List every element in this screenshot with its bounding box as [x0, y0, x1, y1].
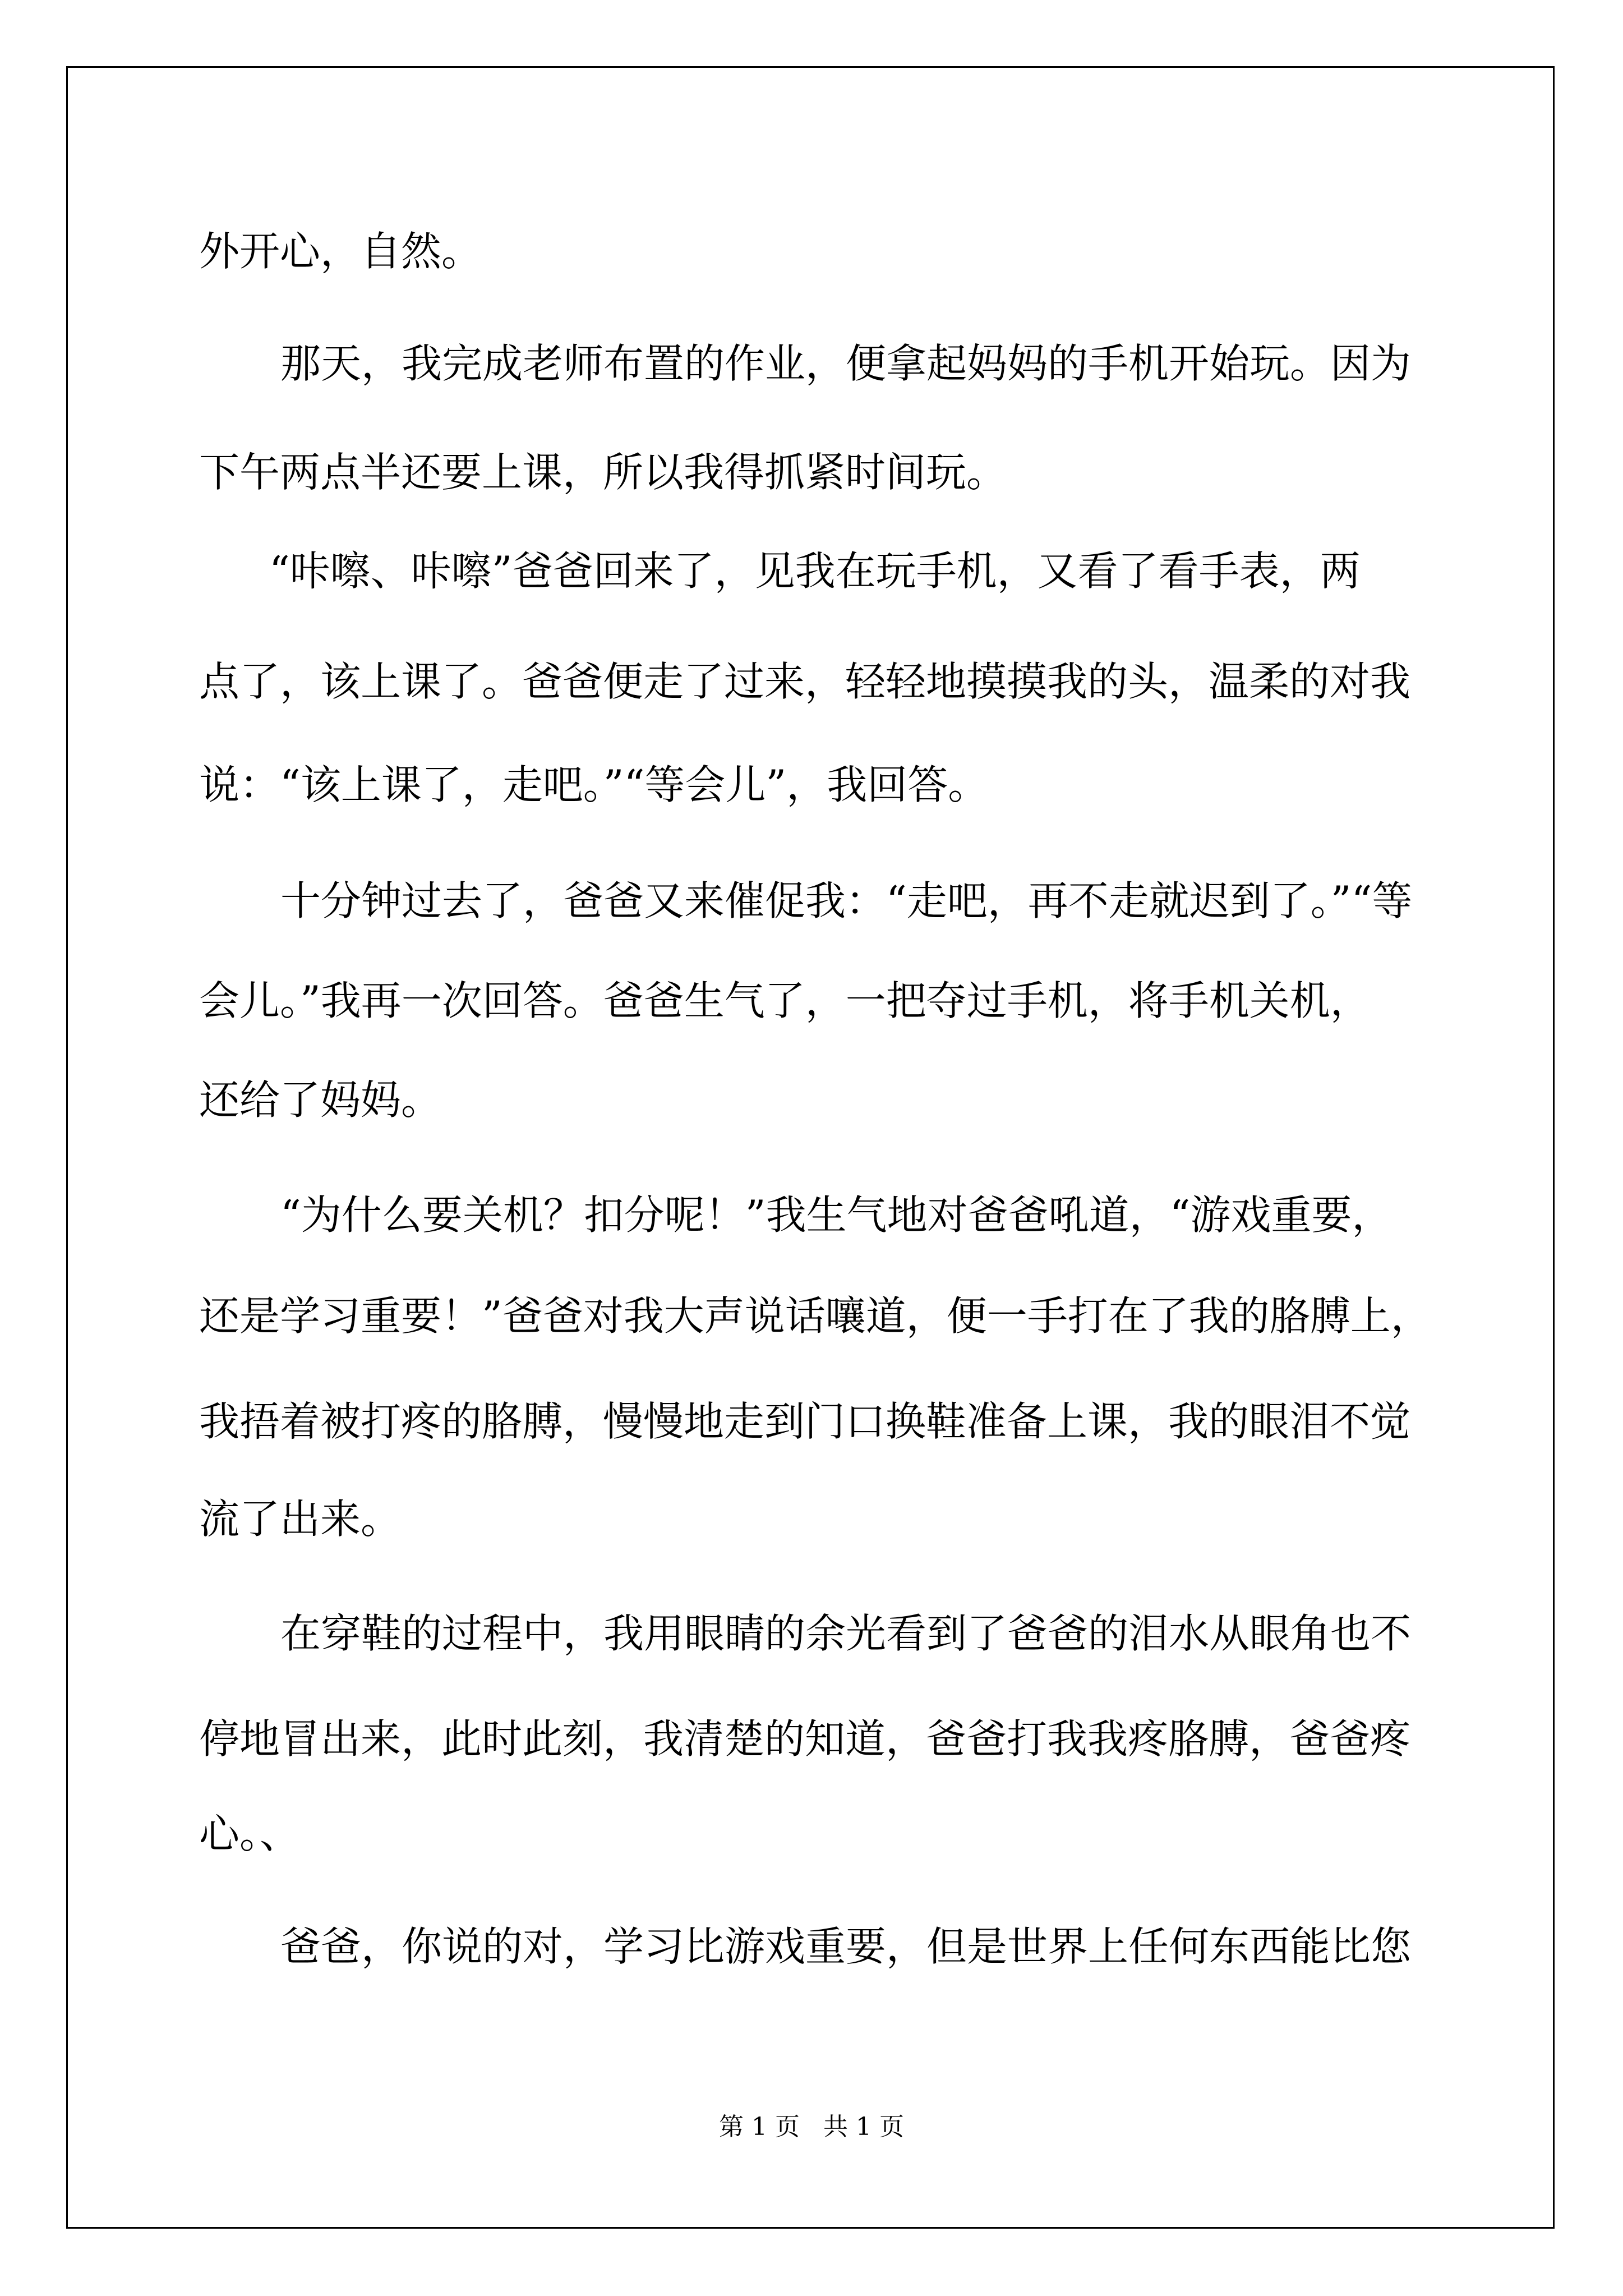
text-line: 心。、 — [199, 1810, 301, 1857]
paragraph-first-line: 爸爸，你说的对，学习比游戏重要，但是世界上任何东西能比您 — [280, 1923, 1412, 1970]
text-line: 说：“该上课了，走吧。”“等会儿”，我回答。 — [199, 761, 989, 808]
paragraph-first-line: 十分钟过去了，爸爸又来催促我：“走吧，再不走就迟到了。”“等 — [280, 877, 1413, 924]
text-line: 停地冒出来，此时此刻，我清楚的知道，爸爸打我我疼胳膊，爸爸疼 — [199, 1715, 1411, 1763]
text-line: 会儿。”我再一次回答。爸爸生气了，一把夺过手机，将手机关机， — [199, 977, 1371, 1024]
text-line: 流了出来。 — [199, 1496, 402, 1543]
text-line: 下午两点半还要上课，所以我得抓紧时间玩。 — [199, 449, 1007, 496]
text-line: 还是学习重要！”爸爸对我大声说话嚷道，便一手打在了我的胳膊上， — [199, 1292, 1431, 1340]
text-line: 还给了妈妈。 — [199, 1076, 442, 1124]
text-line: 点了，该上课了。爸爸便走了过来，轻轻地摸摸我的头，温柔的对我 — [199, 658, 1411, 705]
text-line: 外开心，自然。 — [199, 228, 482, 275]
page-footer: 第 1 页 共 1 页 — [719, 2113, 904, 2141]
paragraph-first-line: 那天，我完成老师布置的作业，便拿起妈妈的手机开始玩。因为 — [280, 340, 1412, 387]
paragraph-first-line: 在穿鞋的过程中，我用眼睛的余光看到了爸爸的泪水从眼角也不 — [280, 1610, 1412, 1657]
paragraph-first-line: “咔嚓、咔嚓”爸爸回来了，见我在玩手机，又看了看手表，两 — [269, 547, 1361, 595]
paragraph-first-line: “为什么要关机？扣分呢！”我生气地对爸爸吼道，“游戏重要， — [280, 1191, 1393, 1239]
page-border — [66, 66, 1555, 2229]
text-line: 我捂着被打疼的胳膊，慢慢地走到门口换鞋准备上课，我的眼泪不觉 — [199, 1398, 1411, 1445]
